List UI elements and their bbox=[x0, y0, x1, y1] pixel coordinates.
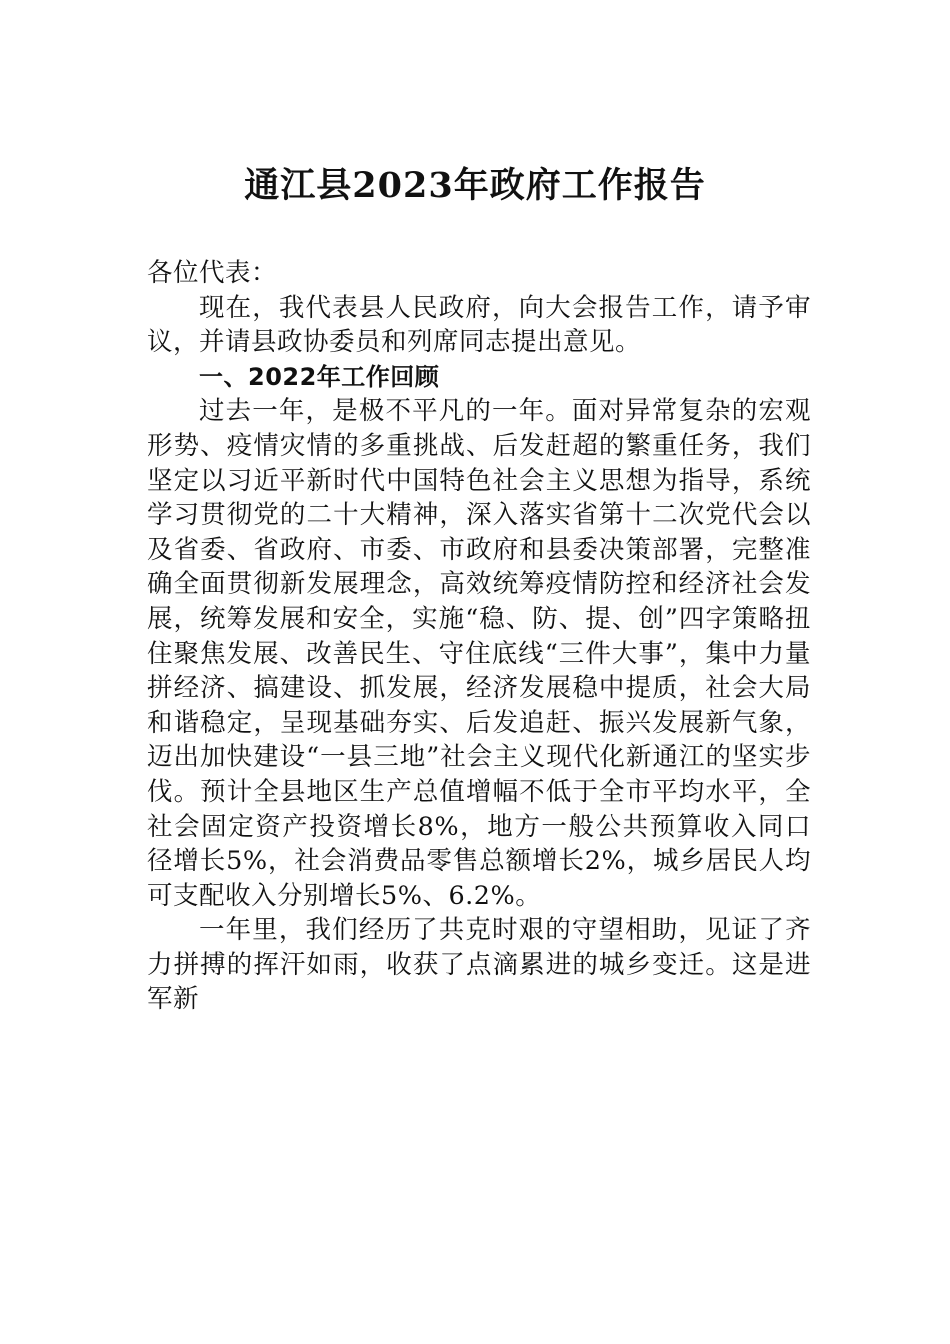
document-title: 通江县2023年政府工作报告 bbox=[244, 165, 706, 206]
body-paragraph-1: 过去一年，是极不平凡的一年。面对异常复杂的宏观形势、疫情灾情的多重挑战、后发赶超的繁重任务，我们坚定以习近平新时代中国特色社会主义思想为指导，系统学习贯彻党的二十大精神，深入落实省第十二次党代会以及省委、省政府、市委、市政府和县委决策部署，完整准确全面贯彻新发展理念，高效统筹疫情防控和经济社会发展，统筹发展和安全，实施“稳、防、提、创”四字策略扭住聚焦发展、改善民生、守住底线“三件大事”，集中力量拼经济、搞建设、抓发展，经济发展稳中提质，社会大局和谐稳定，呈现基础夯实、后发追赶、振兴发展新气象，迈出加快建设“一县三地”社会主义现代化新通江的坚实步伐。预计全县地区生产总值增幅不低于全市平均水平，全社会固定资产投资增长8%，地方一般公共预算收入同口径增长5%，社会消费品零售总额增长2%，城乡居民人均可支配收入分别增长5%、6.2%。 bbox=[147, 396, 811, 911]
section-heading: 一、2022年工作回顾 bbox=[199, 362, 440, 391]
document-body bbox=[147, 256, 811, 1017]
body-paragraph-2: 一年里，我们经历了共克时艰的守望相助，见证了齐力拼搏的挥汗如雨，收获了点滴累进的城乡变迁。这是进军新 bbox=[147, 915, 811, 1015]
intro-paragraph: 现在，我代表县人民政府，向大会报告工作，请予审议，并请县政协委员和列席同志提出意见。 bbox=[147, 292, 811, 358]
salutation: 各位代表： bbox=[147, 258, 278, 288]
